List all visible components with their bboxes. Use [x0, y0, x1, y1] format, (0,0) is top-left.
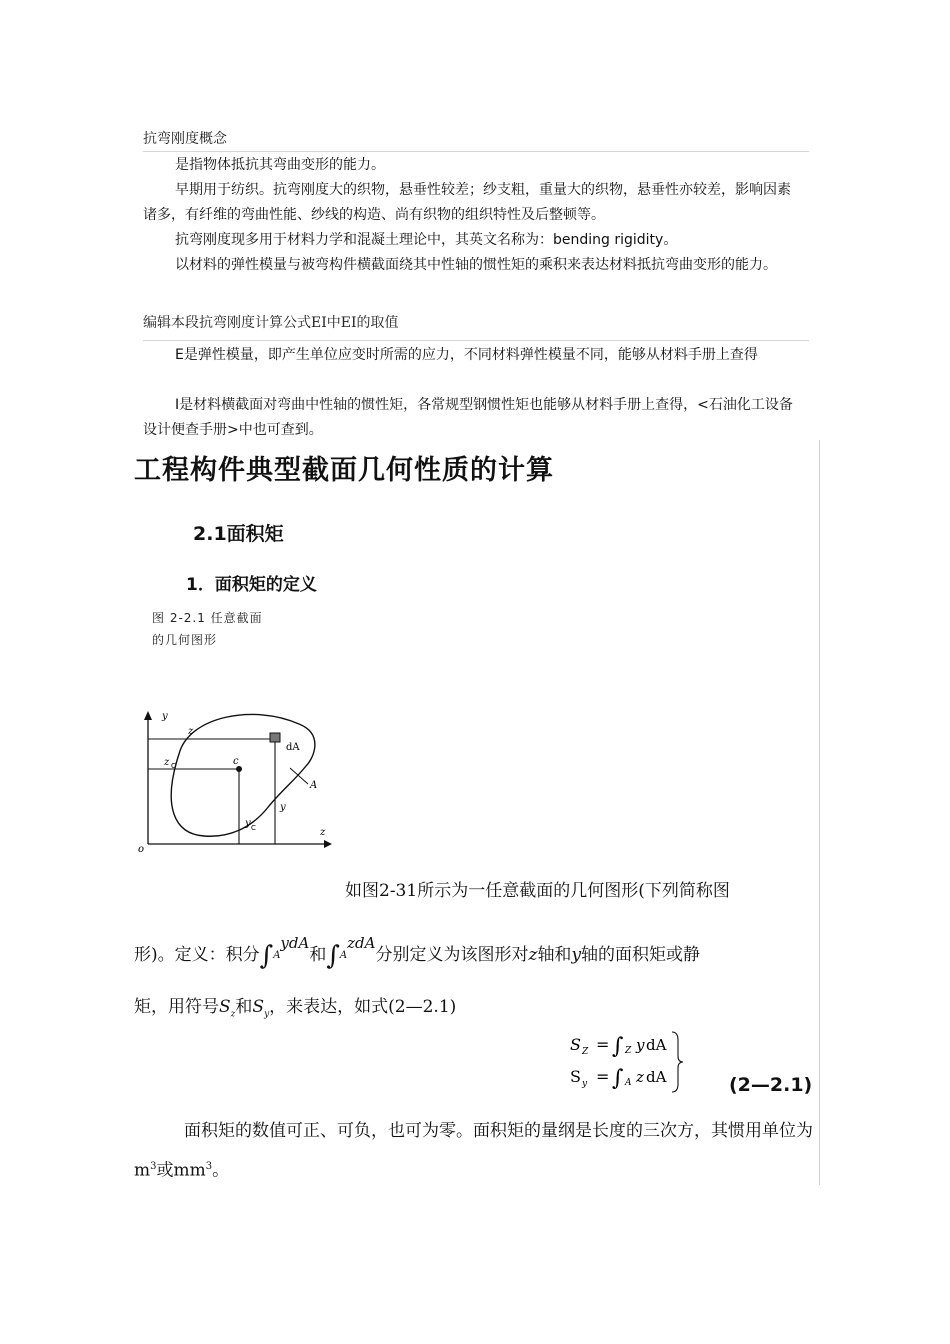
text-span: 轴和: [537, 945, 572, 965]
y-axis-label: y: [162, 711, 168, 722]
area-label: A: [310, 780, 318, 791]
zc-label: z: [164, 757, 170, 768]
text-span: 分别定义为该图形对: [375, 945, 529, 965]
text-span: 或mm: [156, 1160, 206, 1181]
figure-caption: 图 2-2.1 任意截面的几何图形: [152, 611, 263, 647]
paragraph: E是弹性模量，即产生单位应变时所需的应力，不同材料弹性模量不同，能够从材料手册上查得: [175, 347, 758, 363]
section-title: 2.1面积矩: [193, 523, 284, 545]
axis-symbol: z: [528, 945, 538, 965]
symbol-subscript: y: [264, 1009, 270, 1020]
y-coord-label: y: [280, 802, 286, 813]
text-span: 和: [309, 945, 327, 965]
section-heading-ei-values: 编辑本段抗弯刚度计算公式EI中EI的取值: [143, 312, 809, 341]
symbol-subscript: z: [230, 1009, 236, 1020]
subsection-title: 1．面积矩的定义: [186, 575, 317, 595]
symbol: S: [219, 997, 231, 1017]
formula-lhs: S: [570, 1035, 581, 1054]
section-heading-bending-stiffness: 抗弯刚度概念: [143, 128, 809, 152]
text-span: 。: [212, 1160, 230, 1181]
text-span: 面积矩的数值可正、可负，也可为零。面积矩的量纲是长度的三次方，其惯用单位为m: [134, 1121, 813, 1181]
right-margin-rule: [819, 440, 820, 1185]
equation-number: (2—2.1): [729, 1074, 813, 1096]
integrand-d: dA: [646, 1036, 667, 1054]
symbol: S: [252, 997, 265, 1017]
text-span: ，来表达，如式(2—2.1): [269, 997, 457, 1017]
text-span: 形)。定义：积分: [134, 945, 260, 965]
z-coord-label: z: [188, 726, 194, 737]
right-brace-icon: [672, 1032, 683, 1092]
integrand: zdA: [347, 934, 376, 952]
integrand-var: z: [636, 1068, 644, 1086]
origin-label: o: [138, 844, 145, 855]
area-element: [270, 733, 280, 742]
paragraph: 早期用于纺织。抗弯刚度大的织物，悬垂性较差；纱支粗，重量大的织物，悬垂性亦较差，影响因素诸多，有纤维的弯曲性能、纱线的构造、尚有织物的组织特性及后整顿等。: [143, 182, 791, 223]
integral-sign-icon: ∫: [259, 941, 274, 971]
paragraph: 是指物体抵抗其弯曲变形的能力。: [175, 157, 385, 173]
superscript: 3: [205, 1161, 213, 1172]
yc-subscript: C: [251, 824, 256, 832]
y-axis-arrow: [144, 711, 152, 720]
formula-lhs-subscript: Z: [582, 1047, 589, 1057]
formula-2-2-1: [566, 1028, 696, 1096]
integrand-var: y: [636, 1036, 645, 1054]
integrand: ydA: [280, 934, 310, 952]
paragraph-units: [134, 1113, 817, 1189]
centroid-label: c: [233, 756, 239, 767]
integral-subscript: A: [625, 1078, 632, 1088]
paragraph: 以材料的弹性模量与被弯构件横截面绕其中性轴的惯性矩的乘积来表达材料抵抗弯曲变形的能力。: [175, 257, 777, 273]
integral-subscript: A: [339, 950, 348, 961]
integral-sign-icon: ∫: [326, 941, 340, 971]
element-label: dA: [286, 742, 300, 753]
yc-label: y: [245, 818, 251, 829]
integral-subscript: Z: [625, 1046, 632, 1056]
formula-equals: =: [596, 1067, 610, 1086]
formula-equals: =: [596, 1035, 610, 1054]
paragraph: 抗弯刚度现多用于材料力学和混凝土理论中，其英文名称为：bending rigidity。: [175, 232, 678, 248]
text-span: 和: [235, 997, 253, 1017]
integral-sign-icon: ∫: [612, 1066, 624, 1091]
zc-subscript: C: [171, 762, 176, 770]
section-geometry-figure: [134, 706, 354, 856]
integral-sign-icon: ∫: [612, 1034, 624, 1059]
chapter-title: 工程构件典型截面几何性质的计算: [134, 455, 554, 486]
body-text-line: 如图2-31所示为一任意截面的几何图形(下列简称图: [345, 881, 730, 901]
formula-lhs-subscript: y: [582, 1079, 588, 1089]
body-text-symbols: [134, 992, 816, 1019]
text-span: 矩，用符号: [134, 997, 219, 1017]
integral-subscript: A: [273, 950, 281, 961]
paragraph: I是材料横截面对弯曲中性轴的惯性矩，各常规型钢惯性矩也能够从材料手册上查得，<石油化工设备设计便查手册>中也可查到。: [143, 397, 793, 438]
z-axis-label: z: [320, 827, 326, 838]
body-text-definition: [134, 934, 816, 971]
formula-lhs: S: [570, 1067, 581, 1086]
text-span: 轴的面积矩或静: [581, 945, 701, 965]
z-axis-arrow: [324, 840, 332, 848]
superscript: 3: [150, 1161, 157, 1172]
integrand-d: dA: [646, 1068, 667, 1086]
axis-symbol: y: [571, 945, 582, 965]
